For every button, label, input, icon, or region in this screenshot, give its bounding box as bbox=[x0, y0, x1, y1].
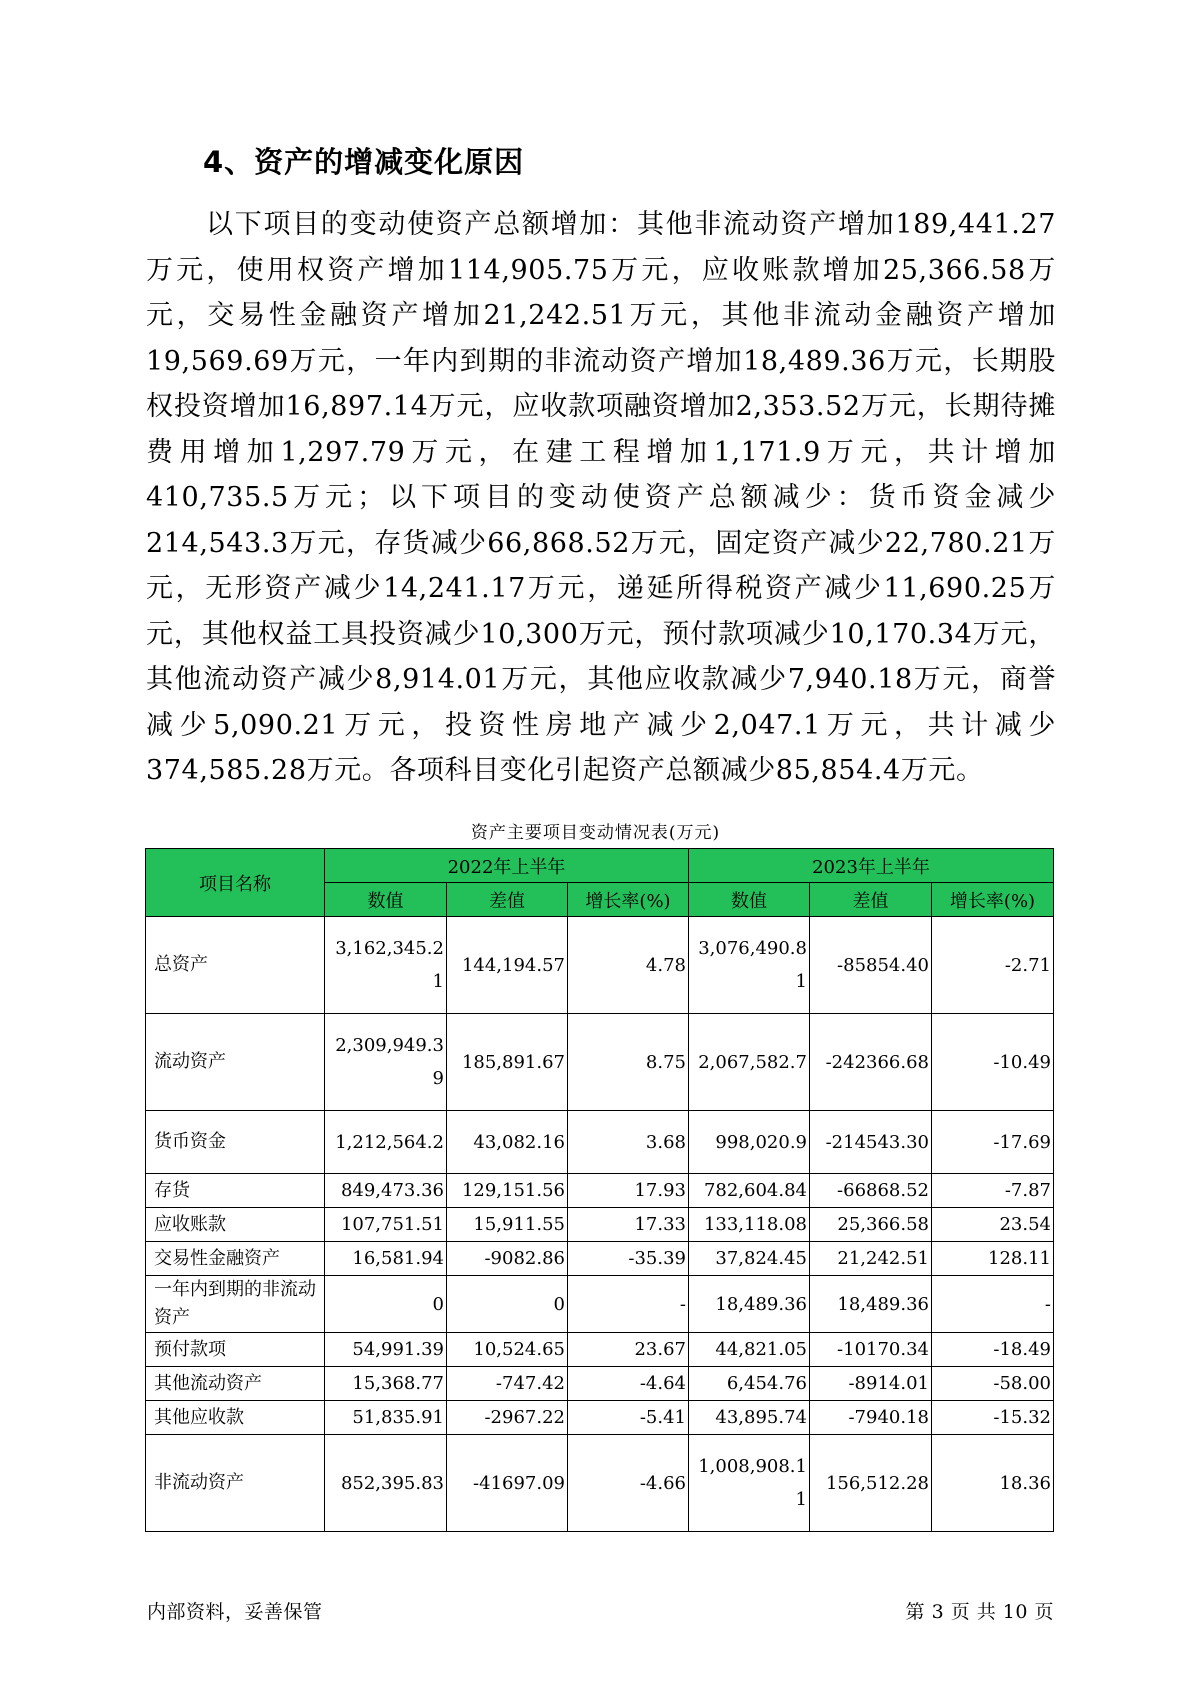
cell-diff-2022: 15,911.55 bbox=[447, 1208, 568, 1242]
cell-value-2023: 44,821.05 bbox=[689, 1333, 810, 1367]
cell-diff-2022: 10,524.65 bbox=[447, 1333, 568, 1367]
header-diff-2023: 差值 bbox=[810, 883, 932, 917]
cell-diff-2023: -7940.18 bbox=[810, 1401, 932, 1435]
cell-growth-2022: 17.33 bbox=[568, 1208, 689, 1242]
cell-diff-2022: 129,151.56 bbox=[447, 1174, 568, 1208]
cell-growth-2022: - bbox=[568, 1276, 689, 1333]
cell-growth-2022: -35.39 bbox=[568, 1242, 689, 1276]
asset-change-table bbox=[145, 848, 1054, 1532]
row-name: 非流动资产 bbox=[146, 1435, 325, 1532]
cell-value-2022: 852,395.83 bbox=[325, 1435, 447, 1532]
row-name: 流动资产 bbox=[146, 1014, 325, 1111]
cell-diff-2023: -66868.52 bbox=[810, 1174, 932, 1208]
cell-value-2022: 3,162,345.21 bbox=[325, 917, 447, 1014]
table-caption: 资产主要项目变动情况表(万元) bbox=[470, 823, 721, 843]
cell-diff-2023: 21,242.51 bbox=[810, 1242, 932, 1276]
cell-value-2022: 16,581.94 bbox=[325, 1242, 447, 1276]
footer-confidential-note: 内部资料，妥善保管 bbox=[147, 1601, 323, 1623]
footer-page-number: 第 3 页 共 10 页 bbox=[905, 1601, 1054, 1623]
cell-diff-2023: 18,489.36 bbox=[810, 1276, 932, 1333]
header-diff-2022: 差值 bbox=[447, 883, 568, 917]
row-name: 预付款项 bbox=[146, 1333, 325, 1367]
table-row bbox=[146, 1208, 1054, 1242]
cell-value-2022: 0 bbox=[325, 1276, 447, 1333]
cell-growth-2023: -2.71 bbox=[932, 917, 1054, 1014]
table-row bbox=[146, 1174, 1054, 1208]
header-period-2023: 2023年上半年 bbox=[689, 849, 1054, 883]
table-row bbox=[146, 1435, 1054, 1532]
cell-growth-2022: -4.66 bbox=[568, 1435, 689, 1532]
table-row bbox=[146, 1242, 1054, 1276]
cell-diff-2022: 43,082.16 bbox=[447, 1111, 568, 1174]
table-row bbox=[146, 1333, 1054, 1367]
cell-growth-2023: 18.36 bbox=[932, 1435, 1054, 1532]
cell-value-2023: 2,067,582.7 bbox=[689, 1014, 810, 1111]
row-name: 总资产 bbox=[146, 917, 325, 1014]
cell-value-2023: 43,895.74 bbox=[689, 1401, 810, 1435]
cell-growth-2023: -58.00 bbox=[932, 1367, 1054, 1401]
row-name: 其他应收款 bbox=[146, 1401, 325, 1435]
cell-diff-2023: -85854.40 bbox=[810, 917, 932, 1014]
row-name: 存货 bbox=[146, 1174, 325, 1208]
cell-growth-2023: -7.87 bbox=[932, 1174, 1054, 1208]
cell-growth-2022: 3.68 bbox=[568, 1111, 689, 1174]
cell-diff-2022: -747.42 bbox=[447, 1367, 568, 1401]
cell-value-2023: 18,489.36 bbox=[689, 1276, 810, 1333]
cell-diff-2023: -10170.34 bbox=[810, 1333, 932, 1367]
cell-diff-2022: 0 bbox=[447, 1276, 568, 1333]
cell-growth-2023: 128.11 bbox=[932, 1242, 1054, 1276]
cell-growth-2023: -18.49 bbox=[932, 1333, 1054, 1367]
body-paragraph: 以下项目的变动使资产总额增加：其他非流动资产增加189,441.27万元，使用权资产增加114,905.75万元，应收账款增加25,366.58万元，交易性金融资产增加21,242.51万元，其他非流动金融资产增加19,569.69万元，一年内到期的非流动资产增加18,489.36万元，长期股权投资增加16,897.14万元，应收款项融资增加2,353.52万元，长期待摊费用增加1,297.79万元，在建工程增加1,171.9万元，共计增加410,735.5万元；以下项目的变动使资产总额减少：货币资金减少214,543.3万元，存货减少66,868.52万元，固定资产减少22,780.21万元，无形资产减少14,241.17万元，递延所得税资产减少11,690.25万元，其他权益工具投资减少10,300万元，预付款项减少10,170.34万元，其他流动资产减少8,914.01万元，其他应收款减少7,940.18万元，商誉减少5,090.21万元，投资性房地产减少2,047.1万元，共计减少374,585.28万元。各项科目变化引起资产总额减少85,854.4万元。 bbox=[146, 209, 1056, 786]
cell-diff-2023: -214543.30 bbox=[810, 1111, 932, 1174]
cell-diff-2022: -2967.22 bbox=[447, 1401, 568, 1435]
section-heading: 4、资产的增减变化原因 bbox=[203, 145, 525, 179]
cell-diff-2023: 25,366.58 bbox=[810, 1208, 932, 1242]
cell-value-2023: 1,008,908.11 bbox=[689, 1435, 810, 1532]
cell-diff-2023: -8914.01 bbox=[810, 1367, 932, 1401]
cell-growth-2023: - bbox=[932, 1276, 1054, 1333]
header-growth-2022: 增长率(%) bbox=[568, 883, 689, 917]
row-name: 交易性金融资产 bbox=[146, 1242, 325, 1276]
cell-growth-2022: 8.75 bbox=[568, 1014, 689, 1111]
cell-growth-2022: 4.78 bbox=[568, 917, 689, 1014]
row-name: 货币资金 bbox=[146, 1111, 325, 1174]
header-item-name: 项目名称 bbox=[146, 849, 325, 917]
table-row bbox=[146, 1367, 1054, 1401]
cell-growth-2023: 23.54 bbox=[932, 1208, 1054, 1242]
cell-diff-2022: 185,891.67 bbox=[447, 1014, 568, 1111]
header-period-2022: 2022年上半年 bbox=[325, 849, 689, 883]
cell-value-2022: 2,309,949.39 bbox=[325, 1014, 447, 1111]
row-name: 应收账款 bbox=[146, 1208, 325, 1242]
cell-diff-2022: -41697.09 bbox=[447, 1435, 568, 1532]
cell-growth-2023: -15.32 bbox=[932, 1401, 1054, 1435]
cell-growth-2023: -17.69 bbox=[932, 1111, 1054, 1174]
row-name: 一年内到期的非流动资产 bbox=[146, 1276, 325, 1333]
cell-value-2023: 782,604.84 bbox=[689, 1174, 810, 1208]
cell-diff-2022: -9082.86 bbox=[447, 1242, 568, 1276]
cell-value-2023: 133,118.08 bbox=[689, 1208, 810, 1242]
cell-diff-2023: 156,512.28 bbox=[810, 1435, 932, 1532]
cell-value-2022: 51,835.91 bbox=[325, 1401, 447, 1435]
cell-growth-2023: -10.49 bbox=[932, 1014, 1054, 1111]
cell-diff-2022: 144,194.57 bbox=[447, 917, 568, 1014]
cell-value-2022: 54,991.39 bbox=[325, 1333, 447, 1367]
cell-value-2022: 15,368.77 bbox=[325, 1367, 447, 1401]
cell-value-2023: 3,076,490.81 bbox=[689, 917, 810, 1014]
cell-growth-2022: -5.41 bbox=[568, 1401, 689, 1435]
table-row bbox=[146, 1111, 1054, 1174]
cell-growth-2022: -4.64 bbox=[568, 1367, 689, 1401]
cell-value-2022: 849,473.36 bbox=[325, 1174, 447, 1208]
table-row bbox=[146, 1401, 1054, 1435]
table-row bbox=[146, 1276, 1054, 1333]
row-name: 其他流动资产 bbox=[146, 1367, 325, 1401]
cell-value-2023: 6,454.76 bbox=[689, 1367, 810, 1401]
table-row bbox=[146, 1014, 1054, 1111]
cell-value-2022: 1,212,564.2 bbox=[325, 1111, 447, 1174]
cell-diff-2023: -242366.68 bbox=[810, 1014, 932, 1111]
header-value-2022: 数值 bbox=[325, 883, 447, 917]
header-value-2023: 数值 bbox=[689, 883, 810, 917]
table-row bbox=[146, 917, 1054, 1014]
cell-value-2023: 37,824.45 bbox=[689, 1242, 810, 1276]
cell-value-2023: 998,020.9 bbox=[689, 1111, 810, 1174]
header-growth-2023: 增长率(%) bbox=[932, 883, 1054, 917]
cell-growth-2022: 23.67 bbox=[568, 1333, 689, 1367]
cell-growth-2022: 17.93 bbox=[568, 1174, 689, 1208]
cell-value-2022: 107,751.51 bbox=[325, 1208, 447, 1242]
